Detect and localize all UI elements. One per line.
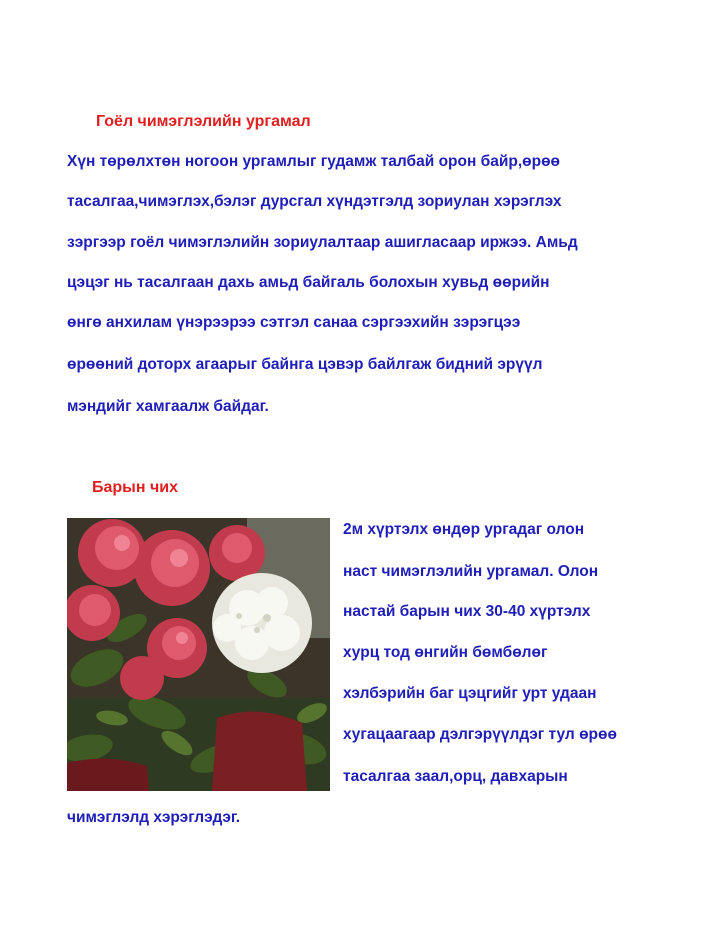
paragraph-line: чимэглэлд хэрэглэдэг. [67, 809, 241, 826]
paragraph-line: цэцэг нь тасалгаан дахь амьд байгаль болохын хувьд өөрийн [67, 274, 550, 291]
section-title-ornamental-plants: Гоёл чимэглэлийн ургамал [96, 113, 311, 130]
section-title-hydrangea: Барын чих [92, 479, 178, 496]
paragraph-line: хурц тод өнгийн бөмбөлөг [343, 644, 548, 661]
paragraph-line: наст чимэглэлийн ургамал. Олон [343, 563, 599, 580]
paragraph-line: Хүн төрөлхтөн ногоон ургамлыг гудамж талбай орон байр,өрөө [67, 153, 561, 170]
paragraph-line: өнгө анхилам үнэрээрээ сэтгэл санаа сэргээхийн зэрэгцээ [67, 314, 521, 331]
paragraph-line: хэлбэрийн баг цэцгийг урт удаан [343, 685, 597, 702]
paragraph-line: тасалгаа,чимэглэх,бэлэг дурсгал хүндэтгэлд зориулан хэрэглэх [67, 193, 562, 210]
paragraph-line: өрөөний доторх агаарыг байнга цэвэр байлгаж бидний эрүүл [67, 356, 543, 373]
paragraph-line: тасалгаа заал,орц, давхарын [343, 768, 568, 785]
paragraph-line: хугацаагаар дэлгэрүүлдэг тул өрөө [343, 726, 617, 743]
paragraph-line: зэргээр гоёл чимэглэлийн зориулалтаар ашигласаар иржээ. Амьд [67, 234, 578, 251]
paragraph-line: настай барын чих 30-40 хүртэлх [343, 603, 591, 620]
paragraph-line: мэндийг хамгаалж байдаг. [67, 398, 269, 415]
paragraph-line: 2м хүртэлх өндөр ургадаг олон [343, 521, 585, 538]
hydrangea-photo [67, 518, 330, 791]
